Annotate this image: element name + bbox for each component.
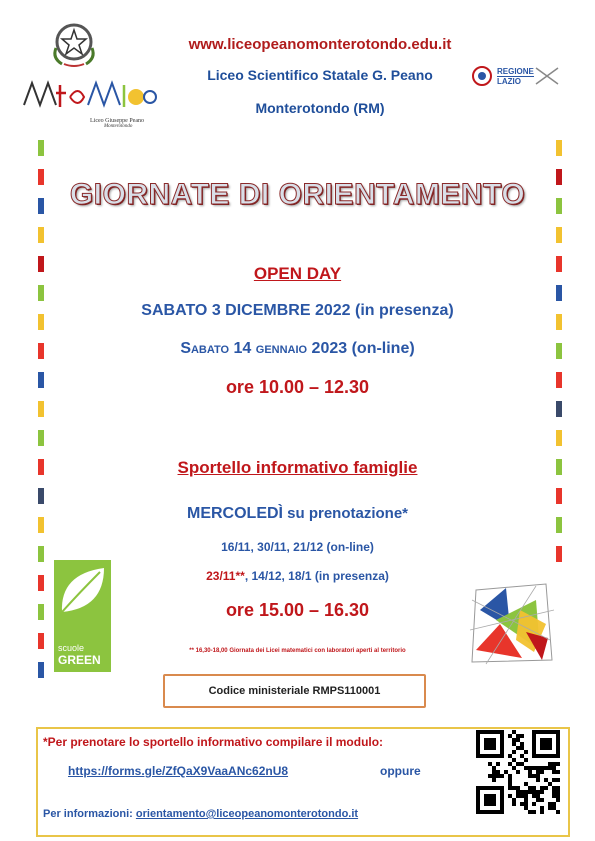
regione-lazio-swoosh-icon — [534, 66, 560, 86]
sportello-presenza-rest: , 14/12, 18/1 (in presenza) — [244, 569, 389, 583]
decorative-dash — [38, 227, 44, 243]
regione-label: REGIONE — [497, 66, 534, 76]
school-website[interactable]: www.liceopeanomonterotondo.edu.it — [188, 36, 452, 53]
decorative-dash — [38, 140, 44, 156]
page-title: GIORNATE DI ORIENTAMENTO — [69, 178, 526, 211]
sportello-day-name: MERCOLEDÌ — [186, 505, 283, 522]
booking-note: *Per prenotare lo sportello informativo compilare il modulo: — [43, 735, 384, 749]
licei-matematici-logo-icon — [466, 580, 556, 666]
open-day-date-2 — [0, 340, 595, 358]
decorative-dash — [38, 430, 44, 446]
open-day-date-2-main: Sabato 14 gennaio 2023 — [180, 340, 348, 357]
sportello-heading: Sportello informativo famiglie — [177, 458, 418, 477]
decorative-dash — [556, 140, 562, 156]
decorative-dash — [556, 401, 562, 417]
qr-code-icon[interactable] — [476, 730, 560, 814]
open-day-hours: ore 10.00 – 12.30 — [225, 377, 370, 397]
decorative-dash — [556, 285, 562, 301]
sportello-footnote: ** 16,30-18,00 Giornata dei Licei matematici con laboratori aperti al territorio — [189, 648, 406, 654]
sportello-day — [0, 505, 595, 523]
lazio-label: LAZIO — [497, 76, 521, 86]
contact-info-label: Per informazioni: — [43, 808, 136, 820]
decorative-dash — [38, 401, 44, 417]
sportello-online-dates: 16/11, 30/11, 21/12 (on-line) — [221, 540, 374, 554]
matematico-logo-text: Liceo Giuseppe Peano — [90, 118, 144, 124]
matematico-logo-sub: Monterotondo — [104, 124, 133, 129]
open-day-date-1-mode: (in presenza) — [350, 302, 454, 319]
open-day-heading: OPEN DAY — [253, 264, 342, 283]
decorative-dash — [38, 285, 44, 301]
school-name: Liceo Scientifico Statale G. Peano — [207, 67, 433, 83]
open-day-date-2-mode: (on-line) — [347, 340, 415, 357]
school-town: Monterotondo (RM) — [255, 100, 385, 116]
sportello-presenza-highlight: 23/11** — [206, 569, 245, 583]
decorative-dash — [38, 488, 44, 504]
scuole-green-line1: scuole — [58, 643, 85, 653]
sportello-hours: ore 15.00 – 16.30 — [225, 600, 370, 620]
open-day-date-1 — [0, 302, 595, 320]
decorative-dash — [38, 633, 44, 649]
decorative-dash — [556, 488, 562, 504]
codice-ministeriale: Codice ministeriale RMPS110001 — [163, 674, 426, 708]
leaf-icon — [54, 560, 111, 620]
oppure-label: oppure — [380, 764, 421, 778]
contact-email-link[interactable]: orientamento@liceopeanomonterotondo.it — [135, 808, 359, 820]
decorative-dash — [556, 430, 562, 446]
scuole-green-logo — [54, 560, 111, 672]
decorative-dash — [556, 227, 562, 243]
contact-info — [43, 808, 358, 820]
decorative-dash — [38, 662, 44, 678]
scuole-green-line2: GREEN — [58, 653, 101, 667]
italian-republic-emblem-icon — [48, 18, 100, 68]
booking-form-link[interactable]: https://forms.gle/ZfQaX9VaaANc62nU8 — [68, 764, 289, 778]
open-day-date-1-main: SABATO 3 DICEMBRE 2022 — [141, 302, 351, 319]
sportello-booking: su prenotazione* — [282, 505, 409, 522]
